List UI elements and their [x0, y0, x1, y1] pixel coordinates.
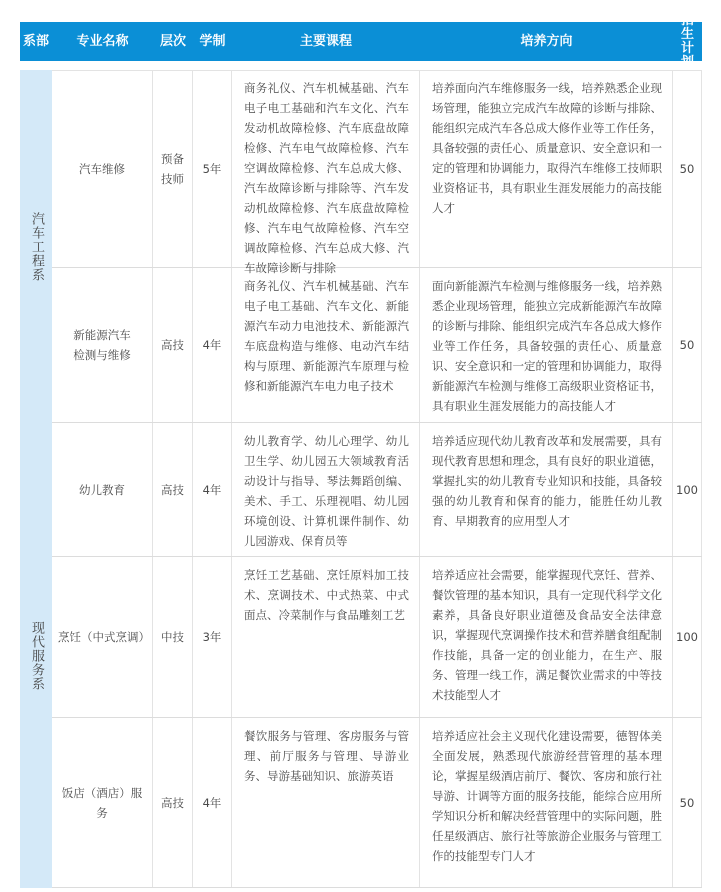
enroll-plan: 50 — [673, 718, 702, 887]
major-level: 预备技师 — [153, 70, 193, 267]
enroll-plan: 50 — [673, 268, 702, 422]
major-duration: 4年 — [193, 718, 232, 887]
major-name: 饭店（酒店）服务 — [52, 718, 153, 887]
header-major: 专业名称 — [76, 33, 129, 49]
major-courses: 幼儿教育学、幼儿心理学、幼儿卫生学、幼儿园五大领域教育活动设计与指导、琴法舞蹈创编、美术、手工、乐理视唱、幼儿园环境创设、计算机课件制作、幼儿园游戏、保育员等 — [232, 423, 420, 556]
major-duration: 4年 — [193, 423, 232, 556]
dept-cell-auto — [20, 70, 52, 423]
major-direction: 面向新能源汽车检测与维修服务一线，培养熟悉企业现场管理，能独立完成新能源汽车故障的诊断与排除、能组织完成汽车各总成大修作业等工作任务，具备较强的责任心、质量意识、安全意识和一定的管理和协调能力，取得新能源汽车检测与维修工高级职业资格证书，具有职业生涯发展能力的高技能人才 — [420, 268, 673, 422]
header-dept: 系部 — [22, 33, 49, 49]
major-level: 高技 — [153, 268, 193, 422]
major-courses: 烹饪工艺基础、烹饪原料加工技术、烹调技术、中式热菜、中式面点、冷菜制作与食品雕刻工艺 — [232, 557, 420, 717]
enroll-plan: 100 — [673, 423, 702, 556]
table-row — [52, 557, 702, 718]
major-courses: 餐饮服务与管理、客房服务与管理、前厅服务与管理、导游业务、导游基础知识、旅游英语 — [232, 718, 420, 887]
major-direction: 培养适应社会主义现代化建设需要，德智体美全面发展，熟悉现代旅游经营管理的基本理论，掌握星级酒店前厅、餐饮、客房和旅行社导游、计调等方面的服务技能，能综合应用所学知识分析和解决经营管理中的实际问题，胜任星级酒店、旅行社等旅游企业服务与管理工作的技能型专门人才 — [420, 718, 673, 887]
majors-table — [20, 70, 702, 888]
major-level: 中技 — [153, 557, 193, 717]
table-header — [20, 12, 702, 70]
header-level: 层次 — [159, 33, 186, 49]
major-name: 幼儿教育 — [52, 423, 153, 556]
dept-name: 现代服务系 — [29, 620, 44, 691]
major-level: 高技 — [153, 423, 193, 556]
header-courses: 主要课程 — [299, 33, 352, 49]
table-row — [52, 70, 702, 275]
enroll-plan: 100 — [673, 557, 702, 717]
header-direction: 培养方向 — [520, 33, 573, 49]
major-direction: 培养适应社会需要，能掌握现代烹饪、营养、餐饮管理的基本知识，具有一定现代科学文化素养，具备良好职业道德及食品安全法律意识，掌握现代烹调操作技术和营养膳食组配制作技能，具备一定的创业能力，在生产、服务、管理一线工作，满足餐饮业需求的中等技术技能型人才 — [420, 557, 673, 717]
major-name: 烹饪（中式烹调） — [52, 557, 153, 717]
table-row — [52, 268, 702, 423]
dept-cell-service — [20, 423, 52, 888]
dept-name: 汽车工程系 — [29, 211, 44, 282]
table-row — [52, 718, 702, 888]
header-duration: 学制 — [199, 33, 226, 49]
major-direction: 培养面向汽车维修服务一线，培养熟悉企业现场管理，能独立完成汽车故障的诊断与排除、能组织完成汽车各总成大修作业等工作任务，具备较强的责任心、质量意识、安全意识和一定的管理和协调能力，取得汽车维修工技师职业资格证书，具有职业生涯发展能力的高技能人才 — [420, 70, 673, 267]
table-row — [52, 423, 702, 557]
major-duration: 4年 — [193, 268, 232, 422]
major-duration: 5年 — [193, 70, 232, 267]
major-courses: 商务礼仪、汽车机械基础、汽车电子电工基础、汽车文化、新能源汽车动力电池技术、新能源汽车底盘构造与维修、电动汽车结构与原理、新能源汽车原理与检修和新能源汽车电力电子技术 — [232, 268, 420, 422]
header-plan: 招生计划 — [680, 12, 694, 70]
major-level: 高技 — [153, 718, 193, 887]
major-courses: 商务礼仪、汽车机械基础、汽车电子电工基础和汽车文化、汽车发动机故障检修、汽车底盘故障检修、汽车电气故障检修、汽车空调故障检修、汽车总成大修、汽车故障诊断与排除等、汽车发动机故障检修、汽车底盘故障检修、汽车电气故障检修、汽车空调故障检修、汽车总成大修、汽车故障诊断与排除 — [232, 70, 420, 267]
major-direction: 培养适应现代幼儿教育改革和发展需要，具有现代教育思想和理念，具有良好的职业道德，掌握扎实的幼儿教育专业知识和技能，具备较强的幼儿教育和保育的能力，能胜任幼儿教育、早期教育的应用型人才 — [420, 423, 673, 556]
major-duration: 3年 — [193, 557, 232, 717]
enroll-plan: 50 — [673, 70, 702, 267]
major-name: 汽车维修 — [52, 70, 153, 267]
major-name: 新能源汽车检测与维修 — [52, 268, 153, 422]
